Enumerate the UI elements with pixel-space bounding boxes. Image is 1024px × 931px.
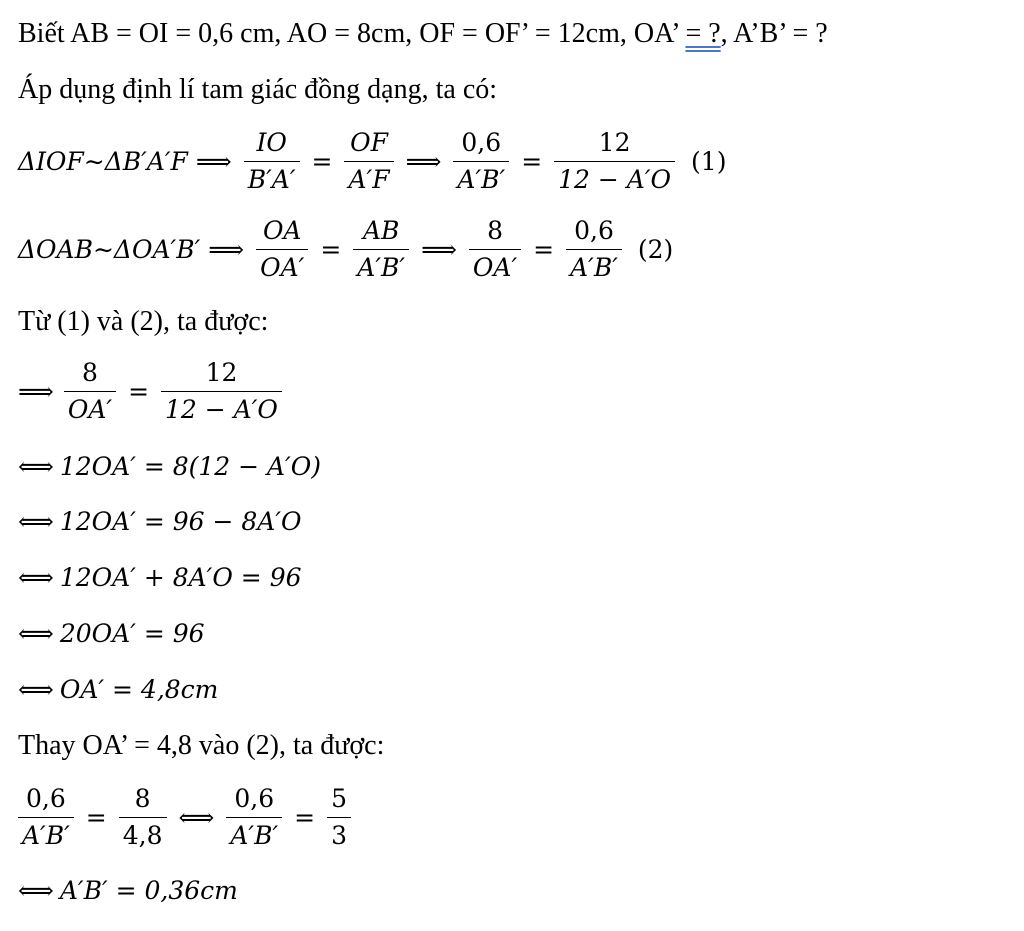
- equation-2: [18, 216, 673, 283]
- eq1-tag: (1): [691, 147, 727, 176]
- eq1-fraction-4: [554, 128, 675, 195]
- fraction-denominator: 12 − A′O: [165, 395, 278, 424]
- implies-symbol: ⟹: [18, 377, 54, 406]
- equals-symbol: =: [533, 235, 555, 264]
- implies-symbol: ⟹: [405, 147, 442, 176]
- step1-fraction-1: [64, 358, 116, 425]
- fraction-numerator: 12: [598, 128, 631, 157]
- step-6: [18, 675, 218, 704]
- step-7: [18, 784, 355, 851]
- step6-expression: OA′ = 4,8cm: [59, 675, 219, 704]
- fraction-numerator: 8: [82, 358, 98, 387]
- given-line: [18, 18, 828, 50]
- iff-symbol: ⟺: [18, 507, 54, 536]
- fraction-denominator: A′B′: [457, 165, 506, 194]
- fraction-denominator: A′B′: [22, 821, 70, 850]
- eq2-fraction-3: [469, 216, 521, 283]
- fraction-denominator: 3: [331, 821, 347, 850]
- equals-symbol: =: [521, 147, 543, 176]
- iff-symbol: ⟺: [18, 876, 54, 905]
- fraction-numerator: OA: [262, 216, 302, 245]
- equals-symbol: =: [128, 377, 150, 406]
- eq1-fraction-2: [344, 128, 393, 195]
- step7-fraction-1: [18, 784, 74, 851]
- result-expression: A′B′ = 0,36cm: [59, 876, 238, 905]
- fraction-denominator: 12 − A′O: [558, 165, 672, 194]
- eq1-fraction-1: [244, 128, 300, 195]
- iff-symbol: ⟺: [18, 563, 54, 592]
- step4-expression: 12OA′ + 8A′O = 96: [59, 563, 302, 592]
- implies-symbol: ⟹: [421, 235, 457, 264]
- result-line: [18, 876, 238, 905]
- iff-symbol: ⟺: [178, 803, 215, 832]
- equals-symbol: =: [85, 803, 107, 832]
- eq2-similarity: ΔOAB∼ΔOA′B′: [18, 235, 201, 264]
- equation-1: [18, 128, 726, 195]
- fraction-denominator: A′B′: [357, 253, 406, 282]
- given-unknown-marked: = ?: [685, 18, 721, 49]
- iff-symbol: ⟺: [18, 452, 54, 481]
- fraction-numerator: 0,6: [461, 128, 502, 157]
- fraction-denominator: A′F: [348, 165, 390, 194]
- step-5: [18, 619, 205, 648]
- fraction-denominator: OA′: [472, 253, 518, 282]
- fraction-numerator: 0,6: [234, 784, 275, 813]
- fraction-numerator: 8: [487, 216, 503, 245]
- eq1-similarity: ΔIOF∼ΔB′A′F: [18, 147, 188, 176]
- fraction-numerator: OF: [350, 128, 388, 157]
- intro-line: Áp dụng định lí tam giác đồng dạng, ta có:: [18, 74, 498, 105]
- eq2-fraction-1: [256, 216, 308, 283]
- step2-expression: 12OA′ = 8(12 − A′O): [59, 452, 322, 481]
- fraction-numerator: 5: [331, 784, 347, 813]
- step5-expression: 20OA′ = 96: [59, 619, 205, 648]
- fraction-numerator: 0,6: [574, 216, 614, 245]
- implies-symbol: ⟹: [195, 147, 232, 176]
- fraction-numerator: 8: [134, 784, 151, 813]
- substitute-line: Thay OA’ = 4,8 vào (2), ta được:: [18, 730, 385, 761]
- eq2-tag: (2): [637, 235, 674, 264]
- fraction-denominator: OA′: [67, 395, 113, 424]
- equals-symbol: =: [320, 235, 342, 264]
- implies-symbol: ⟹: [208, 235, 245, 264]
- fraction-denominator: B′A′: [247, 165, 296, 194]
- given-suffix: , A’B’ = ?: [720, 18, 828, 49]
- fraction-denominator: OA′: [260, 253, 305, 282]
- eq1-fraction-3: [453, 128, 509, 195]
- iff-symbol: ⟺: [18, 675, 54, 704]
- fraction-numerator: 12: [205, 358, 238, 387]
- step7-fraction-4: [327, 784, 351, 851]
- given-prefix: Biết AB = OI = 0,6 cm, AO = 8cm, OF = OF’ = 12cm, OA’: [18, 18, 686, 49]
- fraction-denominator: A′B′: [230, 821, 279, 850]
- step1-fraction-2: [161, 358, 282, 425]
- fraction-numerator: 0,6: [26, 784, 66, 813]
- step3-expression: 12OA′ = 96 − 8A′O: [59, 507, 302, 536]
- equals-symbol: =: [294, 803, 316, 832]
- from-1-2-line: Từ (1) và (2), ta được:: [18, 306, 269, 337]
- step-3: [18, 507, 302, 536]
- step7-fraction-3: [226, 784, 282, 851]
- iff-symbol: ⟺: [18, 619, 54, 648]
- fraction-numerator: IO: [256, 128, 287, 157]
- equals-symbol: =: [311, 147, 333, 176]
- step7-fraction-2: [119, 784, 167, 851]
- fraction-numerator: AB: [362, 216, 400, 245]
- eq2-fraction-4: [566, 216, 622, 283]
- step-1: [18, 358, 286, 425]
- fraction-denominator: 4,8: [122, 821, 163, 850]
- eq2-fraction-2: [353, 216, 409, 283]
- fraction-denominator: A′B′: [570, 253, 618, 282]
- step-4: [18, 563, 302, 592]
- step-2: [18, 452, 321, 481]
